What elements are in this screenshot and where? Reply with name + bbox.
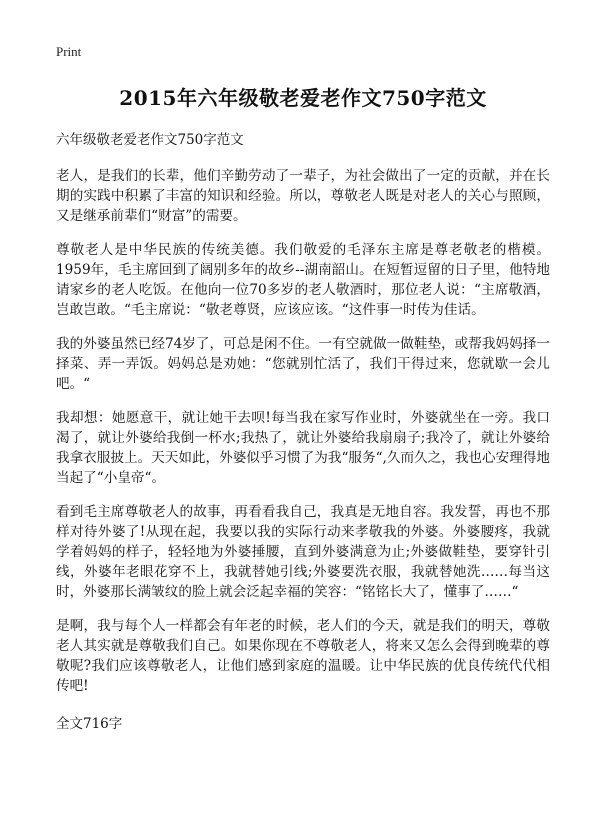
paragraph: 我的外婆虽然已经74岁了，可总是闲不住。一有空就做一做鞋垫，或帮我妈妈择一择菜、弄一弄饭。妈妈总是劝她：“您就别忙活了，我们干得过来，您就歇一会儿吧。“ <box>56 336 550 392</box>
document-subtitle: 六年级敬老爱老作文750字范文 <box>56 132 244 148</box>
paragraph: 是啊，我与每个人一样都会有年老的时候，老人们的今天，就是我们的明天，尊敬老人其实就是尊敬我们自己。如果你现在不尊敬老人，将来又怎么会得到晚辈的尊敬呢?我们应该尊敬老人，让他们感到家庭的温暖。让中华民族的优良传统代代相传吧! <box>56 618 550 694</box>
print-link[interactable]: Print <box>56 44 82 59</box>
word-count: 全文716字 <box>56 716 123 732</box>
paragraph: 看到毛主席尊敬老人的故事，再看看我自己，我真是无地自容。我发誓，再也不那样对待外婆了!从现在起，我要以我的实际行动来孝敬我的外婆。外婆腰疼，我就学着妈妈的样子，轻轻地为外婆捶腰，直到外婆满意为止;外婆做鞋垫，要穿针引线，外婆年老眼花穿不上，我就替她引线;外婆要洗衣服，我就替她洗……每当这时，外婆那长满皱纹的脸上就会泛起幸福的笑容：“铭铭长大了，懂事了……“ <box>56 504 550 600</box>
page-title: 2015年六年级敬老爱老作文750字范文 <box>119 86 487 110</box>
paragraph: 尊敬老人是中华民族的传统美德。我们敬爱的毛泽东主席是尊老敬老的楷模。1959年，毛主席回到了阔别多年的故乡--湖南韶山。在短暂逗留的日子里，他特地请家乡的老人吃饭。在他向一位70多岁的老人敬酒时，那位老人说：“主席敬酒，岂敢岂敢。“毛主席说：“敬老尊贤，应该应该。“这件事一时传为佳话。 <box>56 242 550 318</box>
paragraph: 老人，是我们的长辈，他们辛勤劳动了一辈子，为社会做出了一定的贡献，并在长期的实践中积累了丰富的知识和经验。所以，尊敬老人既是对老人的关心与照顾，又是继承前辈们“财富”的需要。 <box>56 168 550 224</box>
paragraph: 我却想：她愿意干，就让她干去呗!每当我在家写作业时，外婆就坐在一旁。我口渴了，就让外婆给我倒一杯水;我热了，就让外婆给我扇扇子;我冷了，就让外婆给我拿衣服披上。天天如此，外婆似乎习惯了为我“服务“,久而久之，我也心安理得地当起了“小皇帝“。 <box>56 410 550 486</box>
